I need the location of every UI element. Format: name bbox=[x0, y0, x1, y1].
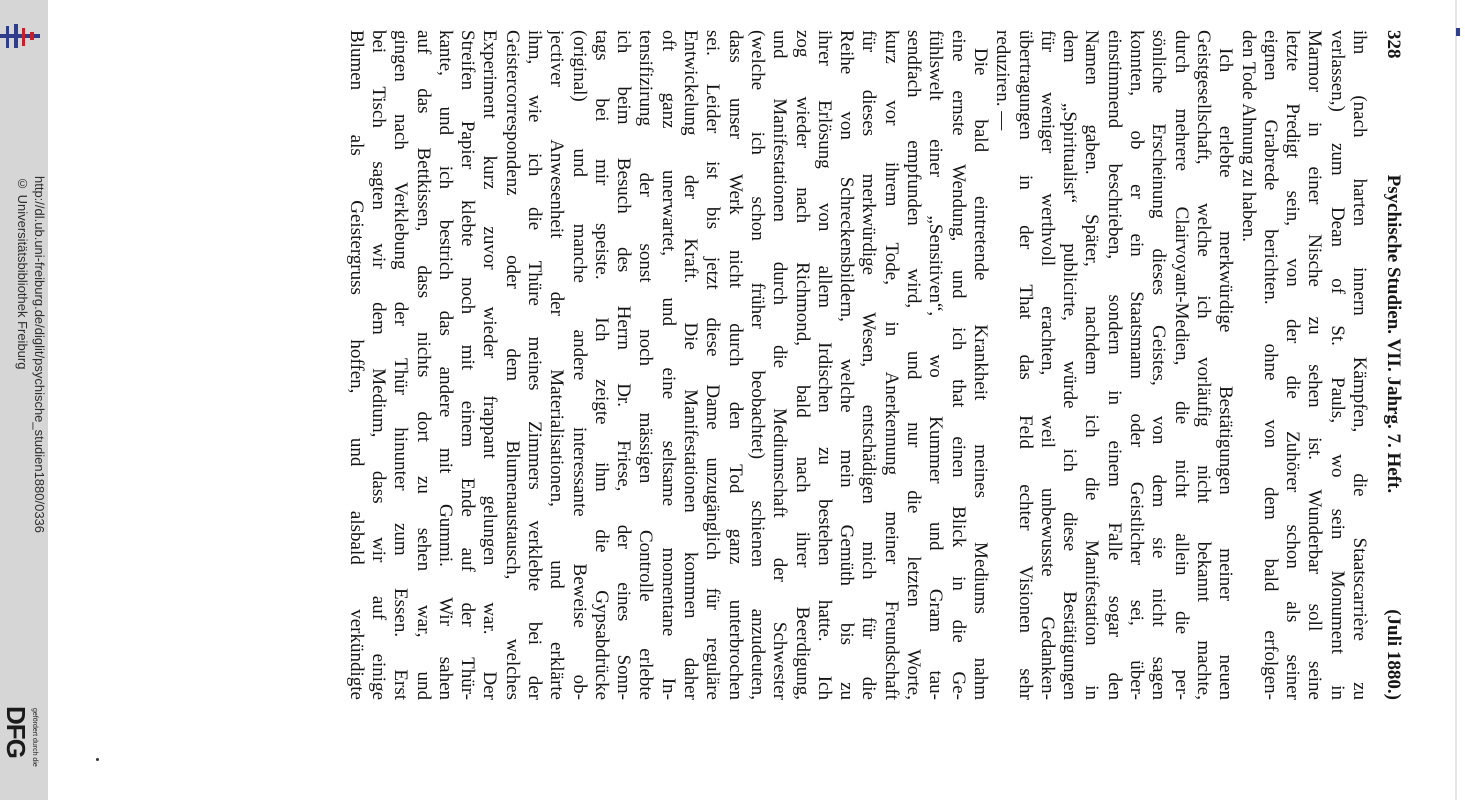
text-line: tags bei mir speiste. Ich zeigte ihm die Gypsabdrücke bbox=[590, 30, 612, 700]
text-line: ihn (nach harten innern Kämpfen, die Staatscarrière zu bbox=[1349, 30, 1370, 700]
text-line: zog wieder nach Richmond, bald nach ihrer Beerdigung, bbox=[791, 30, 813, 700]
text-line: fühlswelt einer „Sensitiven“, wo Kummer und Gram tau- bbox=[925, 30, 947, 700]
text-line: dem „Spiritualist“ publicirte, würde ich diese Bestätigungen bbox=[1059, 30, 1081, 700]
text-line: ihm, wie ich die Thüre meines Zimmers verklebte bei der bbox=[524, 30, 546, 700]
text-line: den Tode Ahnung zu haben. bbox=[1237, 30, 1259, 243]
text-line: (welche ich schon früher beobachtet) schienen anzudeuten, bbox=[746, 30, 768, 700]
text-line: Die bald eintretende Krankheit meines Mediums nahm bbox=[969, 48, 991, 700]
text-line: Reihe von Schreckensbildern, welche mein Gemüth bis zu bbox=[836, 30, 858, 700]
document-url: http://dl.ub.uni-freiburg.de/diglit/psychische_studien1880/0336 bbox=[32, 176, 47, 534]
decorative-dot bbox=[96, 758, 99, 761]
text-line: ihrer Erlösung von allem Irdischen zu bestehen hatte. Ich bbox=[813, 30, 835, 700]
text-line: sönliche Erscheinung dieses Geistes, von dem sie nicht sagen bbox=[1148, 30, 1170, 700]
text-line: reduziren. — bbox=[992, 30, 1014, 131]
text-line: kante, und ich bestrich das andere mit Gummi. Wir sahen bbox=[434, 30, 456, 700]
text-line: Entwickelung der Kraft. Die Manifestationen kommen daher bbox=[680, 30, 702, 700]
page-number: 328 bbox=[1383, 30, 1404, 59]
viewer-sidebar bbox=[0, 0, 48, 800]
text-line: eine ernste Wendung, und ich that einen Blick in die Ge- bbox=[947, 30, 969, 700]
text-line: (original) und manche andere interessante Beweise ob- bbox=[568, 30, 590, 700]
text-line: einstimmend beschrieben, sondern in einem Falle sogar den bbox=[1103, 30, 1125, 700]
text-line: Experiment kurz zuvor wieder frappant gelungen war. Der bbox=[479, 30, 501, 700]
text-line: für dieses merkwürdige Wesen, entschädigen mich für die bbox=[858, 30, 880, 700]
ub-freiburg-logo-icon bbox=[0, 22, 40, 50]
text-line: Geistercorrespondenz oder dem Blumenaustausch, welches bbox=[501, 30, 523, 700]
text-line: oft ganz unerwartet, und eine seltsame momentane In- bbox=[657, 30, 679, 700]
page-header bbox=[1376, 30, 1410, 700]
text-line: tensifizirung der sonst noch mässigen Controlle erlebte bbox=[635, 30, 657, 700]
text-line: Ich erlebte merkwürdige Bestätigungen meiner neuen bbox=[1215, 48, 1237, 700]
text-line: Blumen als Geistergruss hoffen, und alsbald verkündigte bbox=[345, 30, 367, 700]
scroll-edge bbox=[1455, 0, 1457, 800]
text-line: sendfach empfunden wird, und nur die letzten Worte, bbox=[903, 30, 925, 700]
running-head: Psychische Studien. VII. Jahrg. 7. Heft. bbox=[1383, 174, 1404, 494]
scanned-page bbox=[250, 30, 1410, 700]
text-line: eignen Grabrede berichten. ohne von dem bald erfolgen- bbox=[1259, 30, 1281, 700]
text-line: bei Tisch sagten wir dem Medium, dass wir auf einige bbox=[367, 30, 389, 700]
funding-note: gefördert durch die bbox=[31, 708, 38, 767]
text-line: übertragungen in der That das Feld echter Visionen sehr bbox=[1014, 30, 1036, 700]
text-line: Namen gaben. Später, nachdem ich die Manifestation in bbox=[1081, 30, 1103, 700]
right-logo-fragment-icon bbox=[1456, 28, 1460, 36]
text-line: Streifen Papier klebte noch mit einem Ende auf der Thür- bbox=[457, 30, 479, 700]
text-line: dass unser Werk nicht durch den Tod ganz unterbrochen bbox=[724, 30, 746, 700]
issue-date: (Juli 1880.) bbox=[1383, 609, 1404, 700]
text-line: für weniger werthvoll erachten, weil unbewusste Gedanken- bbox=[1036, 30, 1058, 700]
text-line: Marmor in einer Nische zu sehen ist. Wunderbar soll seine bbox=[1304, 30, 1326, 700]
text-line: jectiver Anwesenheit der Materialisationen, und erklärte bbox=[546, 30, 568, 700]
text-line: letzte Predigt sein, von der die Zuhörer schon als seiner bbox=[1282, 30, 1304, 700]
text-line: durch mehrere Clairvoyant-Medien, die nicht allein die per- bbox=[1170, 30, 1192, 700]
copyright-notice: © Universitätsbibliothek Freiburg bbox=[15, 176, 30, 370]
text-line: konnten, ob er ein Staatsmann oder Geistlicher sei, über- bbox=[1126, 30, 1148, 700]
text-line: auf das Bettkissen, dass nichts dort zu sehen war, und bbox=[412, 30, 434, 700]
text-line: kurz vor ihrem Tode, in Anerkennung meiner Freundschaft bbox=[880, 30, 902, 700]
text-line: und Manifestationen durch die Mediumschaft der Schwester bbox=[769, 30, 791, 700]
body-text bbox=[344, 30, 1370, 700]
scanned-page-viewport bbox=[250, 30, 1410, 700]
text-line: ich beim Besuch des Herrn Dr. Friese, der eines Sonn- bbox=[613, 30, 635, 700]
text-line: sei. Leider ist bis jetzt diese Dame unzugänglich für reguläre bbox=[702, 30, 724, 700]
text-line: gingen nach Verklebung der Thür hinunter zum Essen. Erst bbox=[390, 30, 412, 700]
text-line: Geistgesellschaft, welche ich vorläufig nicht bekannt machte, bbox=[1192, 30, 1214, 700]
text-line: verlassen,) zum Dean of St. Pauls, wo sein Monument in bbox=[1326, 30, 1348, 700]
dfg-logo: DFG bbox=[1, 706, 31, 758]
document-url-and-copyright bbox=[14, 176, 48, 533]
